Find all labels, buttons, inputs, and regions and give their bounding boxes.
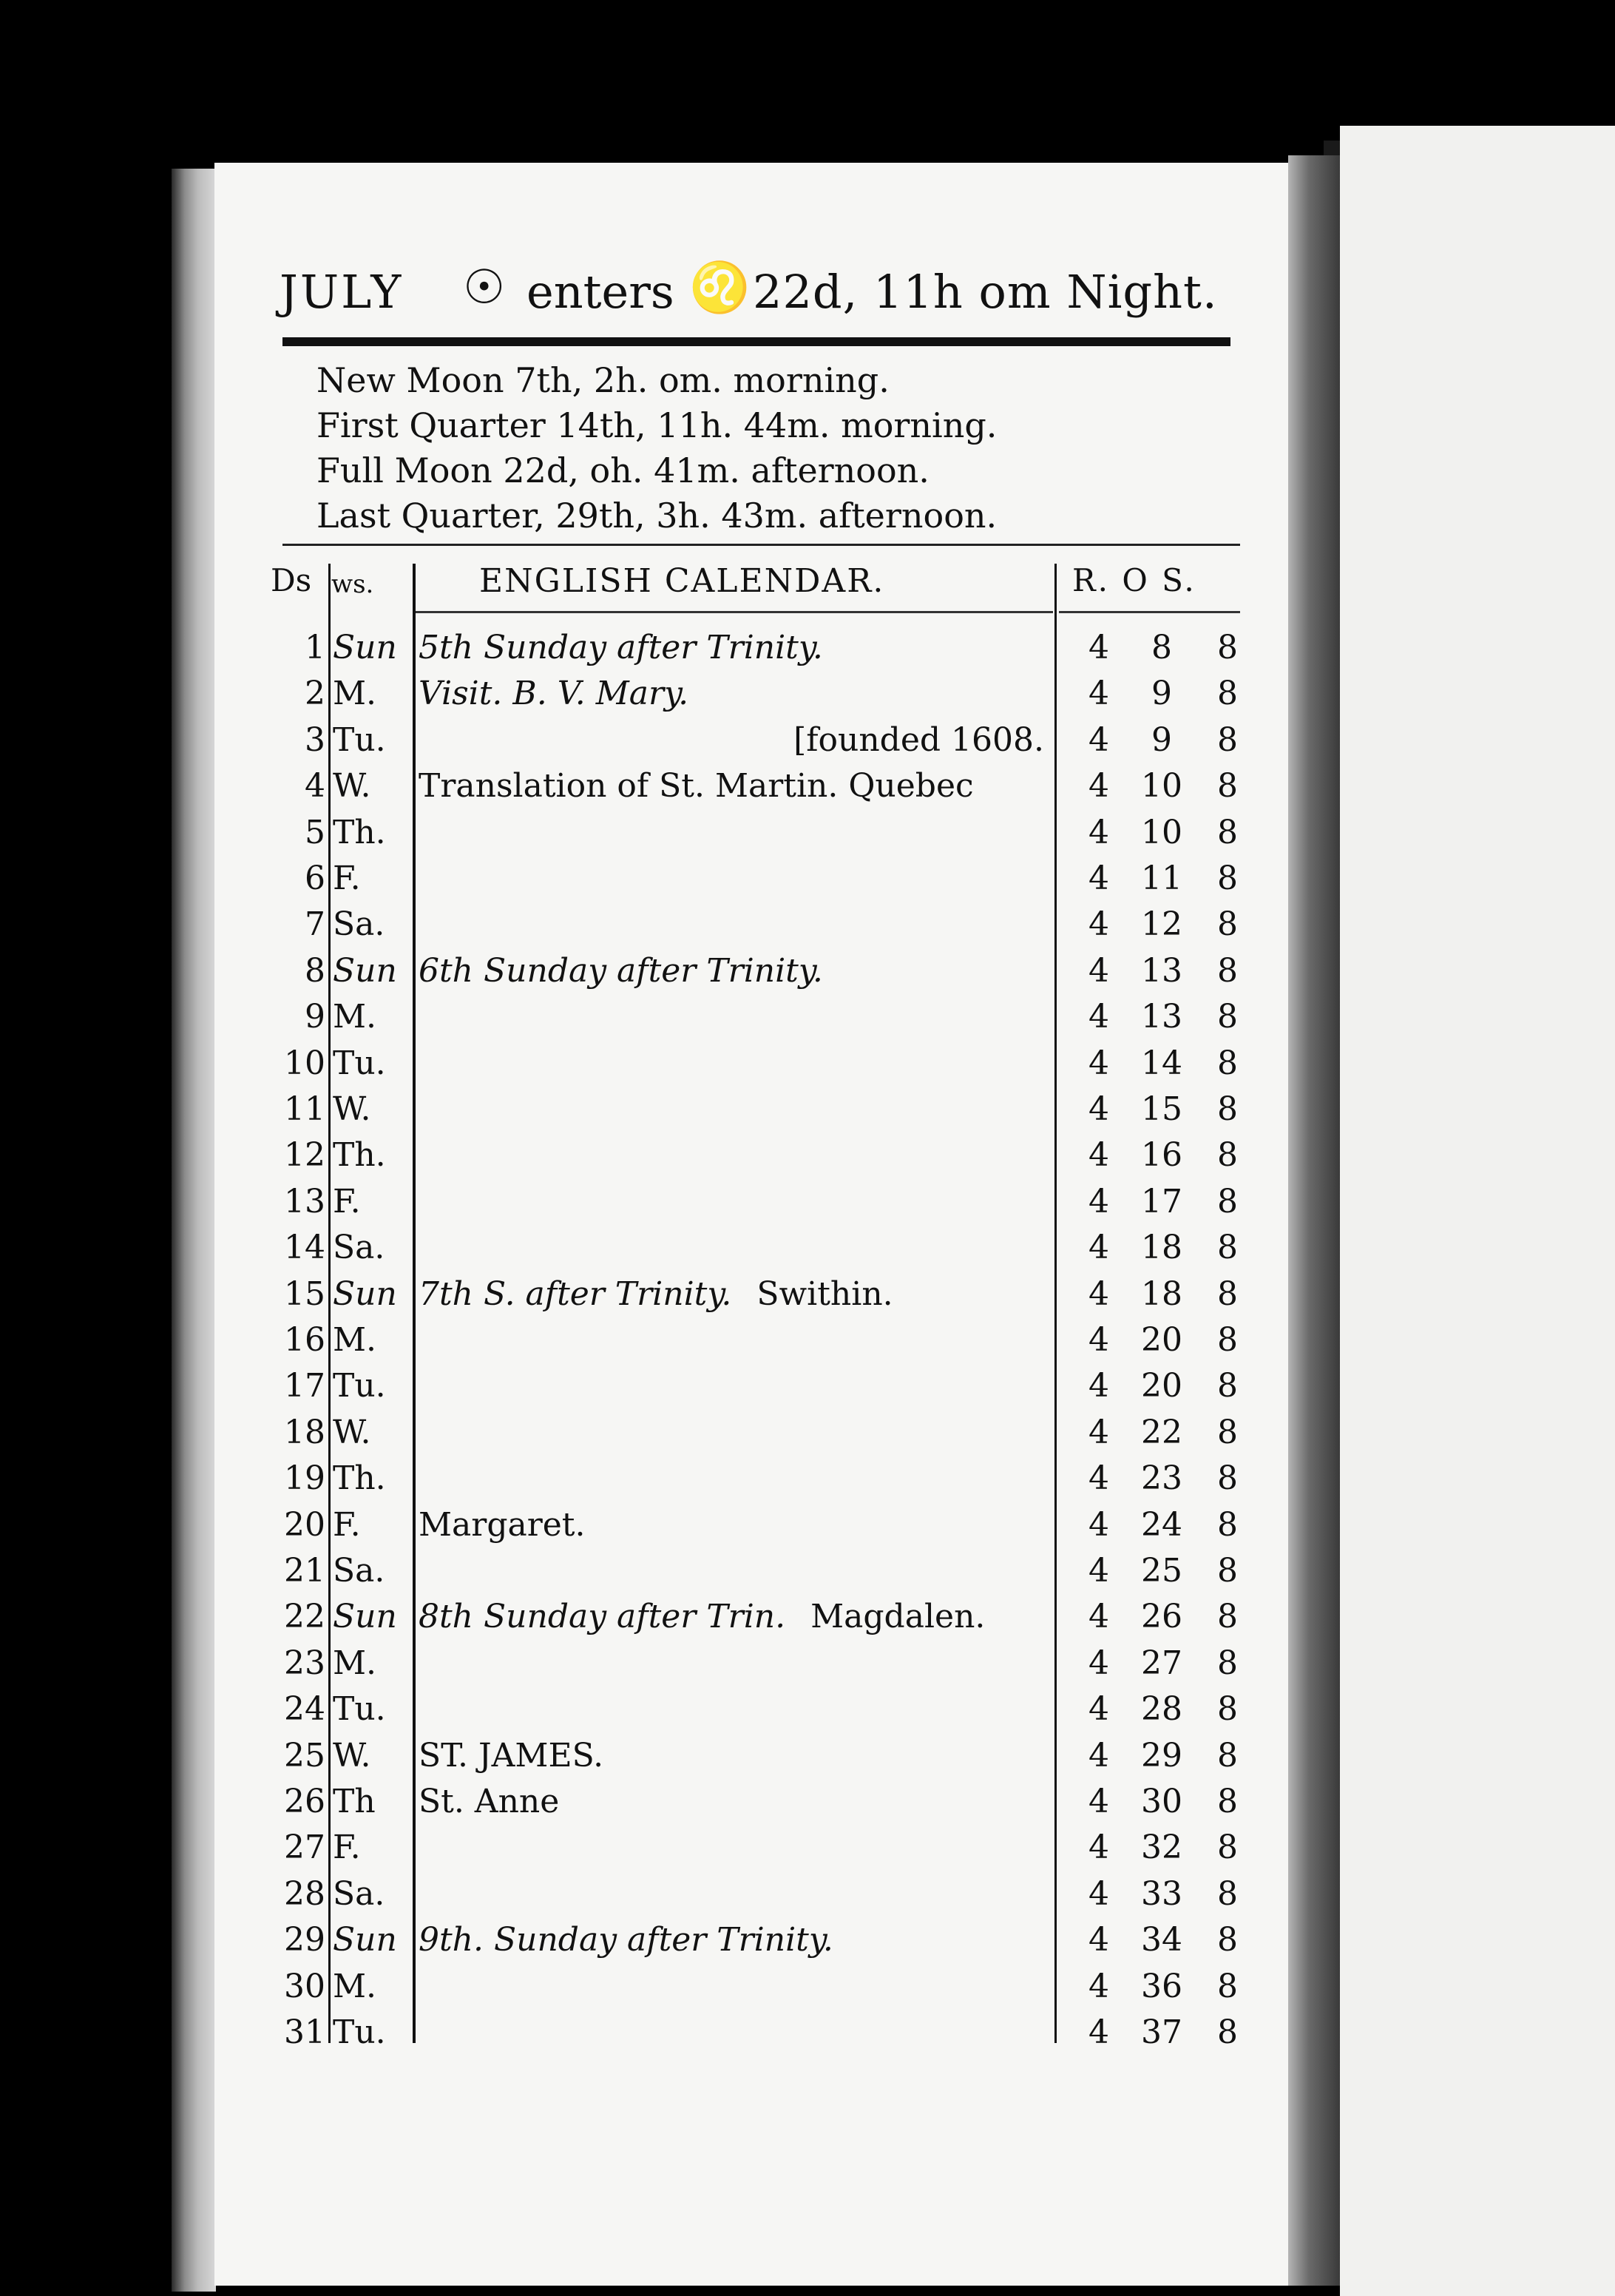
- calendar-row: [0, 1090, 1257, 1136]
- sunrise-minute: 37: [1141, 2013, 1182, 2051]
- sunset-hour: 8: [1217, 1090, 1238, 1128]
- weekday: M.: [333, 1321, 377, 1359]
- day-number: 14: [284, 1229, 325, 1267]
- sunrise-minute: 15: [1141, 1090, 1182, 1128]
- sunrise-header-rule: [1059, 611, 1240, 613]
- calendar-row: [0, 1783, 1257, 1829]
- sunset-hour: 8: [1217, 1182, 1238, 1220]
- sunrise-minute: 12: [1141, 905, 1182, 944]
- calendar-event: 6th Sunday after Trinity.: [419, 951, 823, 990]
- calendar-row: [0, 860, 1257, 905]
- sunrise-hour: 4: [1088, 1274, 1109, 1313]
- phases-rule: [282, 544, 1240, 546]
- sunrise-minute: 10: [1141, 767, 1182, 806]
- enters-label: enters: [527, 265, 674, 319]
- sunset-hour: 8: [1217, 1644, 1238, 1682]
- column-header-calendar: ENGLISH CALENDAR.: [479, 562, 885, 600]
- sunset-hour: 8: [1217, 998, 1238, 1036]
- calendar-row: [0, 1229, 1257, 1274]
- sunset-hour: 8: [1217, 1783, 1238, 1820]
- sunrise-minute: 11: [1141, 860, 1182, 897]
- calendar-row: [0, 1459, 1257, 1505]
- weekday: Tu.: [333, 720, 386, 759]
- day-number: 30: [284, 1967, 325, 2005]
- calendar-event: Visit. B. V. Mary.: [419, 675, 689, 713]
- sunset-hour: 8: [1217, 1874, 1238, 1913]
- sunrise-hour: 4: [1088, 1783, 1109, 1820]
- phase-line: Full Moon 22d, oh. 41m. afternoon.: [316, 450, 930, 490]
- sunset-hour: 8: [1217, 1921, 1238, 1959]
- weekday: F.: [333, 1829, 361, 1867]
- day-number: 22: [284, 1598, 325, 1636]
- weekday: W.: [333, 767, 371, 806]
- calendar-event: [founded 1608.: [793, 720, 1044, 759]
- calendar-event: 9th. Sunday after Trinity.: [419, 1921, 833, 1959]
- day-number: 16: [284, 1321, 325, 1359]
- calendar-row: [0, 952, 1257, 998]
- weekday: F.: [333, 1182, 361, 1220]
- weekday: Sa.: [333, 905, 385, 944]
- sunrise-minute: 18: [1141, 1274, 1182, 1313]
- sunset-hour: 8: [1217, 1044, 1238, 1082]
- sunset-hour: 8: [1217, 1967, 1238, 2005]
- sunset-hour: 8: [1217, 1736, 1238, 1775]
- sunset-hour: 8: [1217, 1367, 1238, 1405]
- sunrise-minute: 18: [1141, 1229, 1182, 1267]
- weekday: F.: [333, 1505, 361, 1544]
- calendar-row: [0, 905, 1257, 951]
- calendar-row: [0, 2013, 1257, 2059]
- calendar-row: [0, 1690, 1257, 1736]
- sunrise-hour: 4: [1088, 1921, 1109, 1959]
- sunrise-minute: 28: [1141, 1690, 1182, 1729]
- calendar-row: [0, 1183, 1257, 1229]
- facing-page: [1340, 126, 1615, 2296]
- sunrise-minute: 29: [1141, 1736, 1182, 1775]
- sunrise-minute: 30: [1141, 1783, 1182, 1820]
- month-header: [280, 259, 1241, 330]
- book-gutter: [1288, 155, 1340, 2286]
- sunrise-hour: 4: [1088, 1182, 1109, 1220]
- day-number: 27: [284, 1829, 325, 1867]
- weekday: Tu.: [333, 1690, 386, 1729]
- day-number: 20: [284, 1505, 325, 1544]
- sunset-hour: 8: [1217, 1598, 1238, 1636]
- sunrise-hour: 4: [1088, 1505, 1109, 1544]
- sunrise-hour: 4: [1088, 951, 1109, 990]
- sunrise-hour: 4: [1088, 1552, 1109, 1590]
- sunset-hour: 8: [1217, 1229, 1238, 1267]
- day-number: 10: [284, 1044, 325, 1082]
- sunset-hour: 8: [1217, 813, 1238, 851]
- calendar-row: [0, 1367, 1257, 1413]
- weekday: Tu.: [333, 1044, 386, 1082]
- sunrise-minute: 33: [1141, 1874, 1182, 1913]
- calendar-row: [0, 1044, 1257, 1090]
- sunrise-minute: 25: [1141, 1552, 1182, 1590]
- calendar-row: [0, 1644, 1257, 1690]
- sunrise-minute: 34: [1141, 1921, 1182, 1959]
- day-number: 23: [284, 1644, 325, 1682]
- calendar-event: 5th Sunday after Trinity.: [419, 629, 823, 666]
- weekday: Sa.: [333, 1874, 385, 1913]
- sunrise-minute: 13: [1141, 998, 1182, 1036]
- weekday: F.: [333, 860, 361, 897]
- sunrise-hour: 4: [1088, 720, 1109, 759]
- calendar-row: [0, 1598, 1257, 1644]
- day-number: 18: [284, 1413, 325, 1451]
- weekday: W.: [333, 1736, 371, 1775]
- sunrise-hour: 4: [1088, 1874, 1109, 1913]
- day-number: 31: [284, 2013, 325, 2051]
- day-number: 21: [284, 1552, 325, 1590]
- calendar-event: St. Anne: [419, 1783, 560, 1820]
- day-number: 4: [305, 767, 325, 806]
- calendar-row: [0, 675, 1257, 720]
- sunrise-minute: 14: [1141, 1044, 1182, 1082]
- sunset-hour: 8: [1217, 720, 1238, 759]
- sunset-hour: 8: [1217, 629, 1238, 666]
- calendar-row: [0, 1506, 1257, 1552]
- weekday: Tu.: [333, 1367, 386, 1405]
- sunset-hour: 8: [1217, 1136, 1238, 1175]
- sunrise-hour: 4: [1088, 767, 1109, 806]
- weekday: Sun: [333, 1274, 397, 1313]
- calendar-event-extra: Swithin.: [756, 1274, 893, 1313]
- phase-line: First Quarter 14th, 11h. 44m. morning.: [316, 405, 998, 445]
- sunrise-hour: 4: [1088, 1044, 1109, 1082]
- sunrise-minute: 10: [1141, 813, 1182, 851]
- day-number: 12: [284, 1136, 325, 1175]
- sunrise-hour: 4: [1088, 1367, 1109, 1405]
- calendar-row: [0, 1968, 1257, 2013]
- weekday: Th.: [333, 1459, 386, 1498]
- calendar-row: [0, 1552, 1257, 1598]
- calendar-row: [0, 1829, 1257, 1874]
- day-number: 26: [284, 1783, 325, 1820]
- sunrise-hour: 4: [1088, 629, 1109, 666]
- day-number: 19: [284, 1459, 325, 1498]
- weekday: W.: [333, 1090, 371, 1128]
- day-number: 5: [305, 813, 325, 851]
- weekday: Th.: [333, 1136, 386, 1175]
- sunrise-hour: 4: [1088, 1229, 1109, 1267]
- day-number: 29: [284, 1921, 325, 1959]
- sunrise-hour: 4: [1088, 1459, 1109, 1498]
- day-number: 6: [305, 860, 325, 897]
- calendar-header-rule: [414, 611, 1053, 613]
- calendar-row: [0, 1414, 1257, 1459]
- calendar-event: Margaret.: [419, 1505, 586, 1544]
- sunrise-minute: 23: [1141, 1459, 1182, 1498]
- sunrise-minute: 27: [1141, 1644, 1182, 1682]
- calendar-row: [0, 1875, 1257, 1921]
- sunrise-minute: 9: [1151, 720, 1172, 759]
- calendar-row: [0, 814, 1257, 860]
- sunrise-hour: 4: [1088, 998, 1109, 1036]
- sunset-hour: 8: [1217, 1829, 1238, 1867]
- leo-symbol-icon: ♌: [689, 259, 751, 316]
- calendar-row: [0, 629, 1257, 675]
- sunrise-minute: 9: [1151, 675, 1172, 713]
- day-number: 24: [284, 1690, 325, 1729]
- phase-line: New Moon 7th, 2h. om. morning.: [316, 360, 890, 400]
- weekday: Sa.: [333, 1229, 385, 1267]
- weekday: Tu.: [333, 2013, 386, 2051]
- sunrise-hour: 4: [1088, 2013, 1109, 2051]
- calendar-row: [0, 998, 1257, 1044]
- sunrise-minute: 22: [1141, 1413, 1182, 1451]
- sunrise-minute: 17: [1141, 1182, 1182, 1220]
- calendar-event: Translation of St. Martin. Quebec: [419, 767, 974, 806]
- sunrise-hour: 4: [1088, 1644, 1109, 1682]
- weekday: M.: [333, 675, 377, 713]
- weekday: Sun: [333, 1921, 397, 1959]
- sunset-hour: 8: [1217, 1413, 1238, 1451]
- day-number: 2: [305, 675, 325, 713]
- calendar-row: [0, 1921, 1257, 1967]
- weekday: M.: [333, 998, 377, 1036]
- weekday: M.: [333, 1967, 377, 2005]
- sunrise-hour: 4: [1088, 1321, 1109, 1359]
- column-header-days: Ds: [271, 562, 312, 598]
- sunrise-minute: 36: [1141, 1967, 1182, 2005]
- day-number: 15: [284, 1274, 325, 1313]
- sunset-hour: 8: [1217, 2013, 1238, 2051]
- day-number: 11: [284, 1090, 325, 1128]
- sunrise-minute: 20: [1141, 1367, 1182, 1405]
- day-number: 9: [305, 998, 325, 1036]
- sunrise-hour: 4: [1088, 813, 1109, 851]
- calendar-event: 7th S. after Trinity. Swithin.: [419, 1274, 893, 1313]
- calendar-row: [0, 1275, 1257, 1321]
- sunset-hour: 8: [1217, 1274, 1238, 1313]
- sunrise-hour: 4: [1088, 1690, 1109, 1729]
- sunrise-hour: 4: [1088, 905, 1109, 944]
- sunset-hour: 8: [1217, 905, 1238, 944]
- sunrise-minute: 26: [1141, 1598, 1182, 1636]
- sunrise-hour: 4: [1088, 860, 1109, 897]
- sun-symbol-icon: ☉: [463, 260, 506, 315]
- sunrise-hour: 4: [1088, 1090, 1109, 1128]
- day-number: 17: [284, 1367, 325, 1405]
- calendar-event: ST. JAMES.: [419, 1736, 604, 1775]
- sunset-hour: 8: [1217, 675, 1238, 713]
- column-header-weekdays: ws.: [331, 570, 374, 599]
- sunset-hour: 8: [1217, 951, 1238, 990]
- day-number: 3: [305, 720, 325, 759]
- sunset-hour: 8: [1217, 767, 1238, 806]
- sunset-hour: 8: [1217, 1552, 1238, 1590]
- calendar-row: [0, 1136, 1257, 1182]
- day-number: 7: [305, 905, 325, 944]
- sunset-hour: 8: [1217, 860, 1238, 897]
- weekday: Sun: [333, 1598, 397, 1636]
- day-number: 28: [284, 1874, 325, 1913]
- weekday: Sa.: [333, 1552, 385, 1590]
- column-header-sunrise: R. O S.: [1072, 562, 1196, 598]
- sunrise-hour: 4: [1088, 675, 1109, 713]
- day-number: 1: [305, 629, 325, 666]
- weekday: W.: [333, 1413, 371, 1451]
- sunrise-minute: 16: [1141, 1136, 1182, 1175]
- calendar-row: [0, 721, 1257, 767]
- month-title: JULY: [280, 265, 404, 319]
- calendar-row: [0, 1737, 1257, 1783]
- sunset-hour: 8: [1217, 1321, 1238, 1359]
- sunrise-hour: 4: [1088, 1413, 1109, 1451]
- calendar-row: [0, 1321, 1257, 1367]
- sunrise-hour: 4: [1088, 1829, 1109, 1867]
- sunrise-hour: 4: [1088, 1136, 1109, 1175]
- calendar-row: [0, 767, 1257, 813]
- sunrise-hour: 4: [1088, 1736, 1109, 1775]
- day-number: 8: [305, 951, 325, 990]
- weekday: Sun: [333, 951, 397, 990]
- weekday: M.: [333, 1644, 377, 1682]
- sunrise-minute: 20: [1141, 1321, 1182, 1359]
- sunrise-hour: 4: [1088, 1967, 1109, 2005]
- sunrise-minute: 13: [1141, 951, 1182, 990]
- day-number: 13: [284, 1182, 325, 1220]
- sunset-hour: 8: [1217, 1690, 1238, 1729]
- calendar-event: 8th Sunday after Trin. Magdalen.: [419, 1598, 986, 1636]
- weekday: Th: [333, 1783, 376, 1820]
- day-number: 25: [284, 1736, 325, 1775]
- sunset-hour: 8: [1217, 1505, 1238, 1544]
- header-rule: [282, 337, 1230, 346]
- phase-line: Last Quarter, 29th, 3h. 43m. afternoon.: [316, 496, 998, 536]
- moon-phases: [316, 358, 997, 538]
- sunrise-minute: 8: [1151, 629, 1172, 666]
- sunset-hour: 8: [1217, 1459, 1238, 1498]
- calendar-event-extra: Magdalen.: [810, 1598, 986, 1636]
- sunrise-minute: 24: [1141, 1505, 1182, 1544]
- weekday: Sun: [333, 629, 397, 666]
- header-time: 22d, 11h om Night.: [753, 265, 1218, 319]
- sunrise-hour: 4: [1088, 1598, 1109, 1636]
- weekday: Th.: [333, 813, 386, 851]
- sunrise-minute: 32: [1141, 1829, 1182, 1867]
